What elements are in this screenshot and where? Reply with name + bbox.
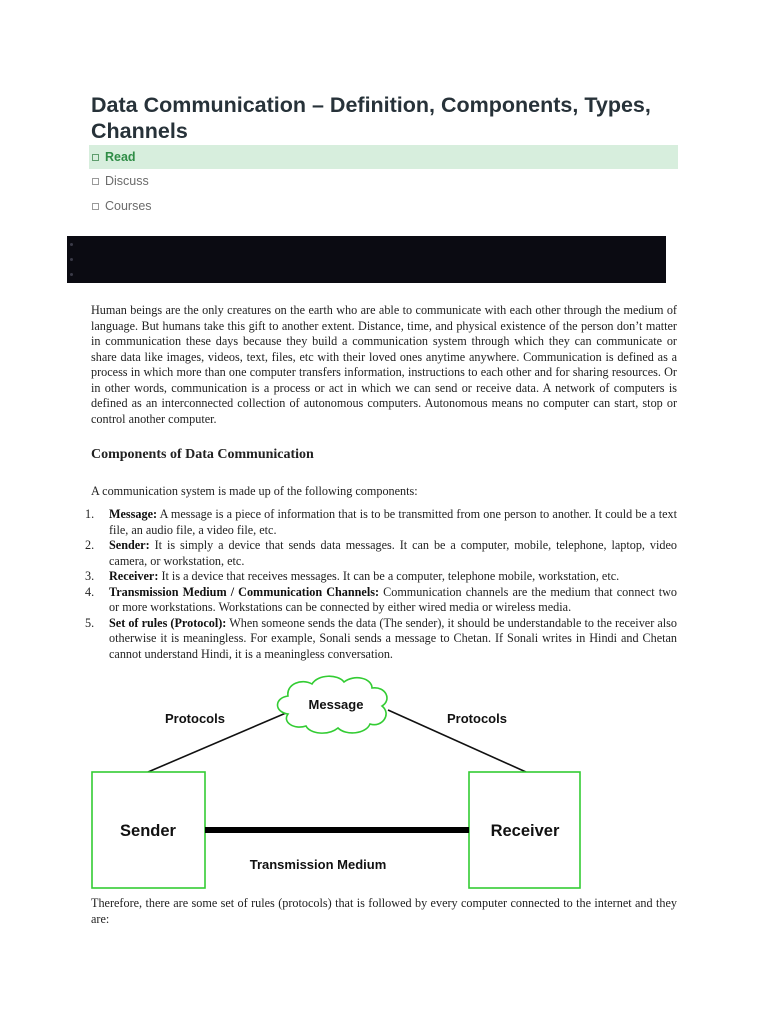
- sender-label: Sender: [120, 822, 176, 840]
- tab-read[interactable]: [89, 145, 678, 169]
- list-item: [85, 569, 677, 585]
- tab-discuss-label: Discuss: [105, 174, 149, 188]
- communication-diagram: [88, 672, 588, 894]
- list-item: [85, 507, 677, 538]
- list-term: Receiver:: [109, 569, 159, 583]
- intro-paragraph: Human beings are the only creatures on the earth who are able to communicate with each other through the medium of language. But humans take this gift to another extent. Distance, time, and physical existence of the person don’t matter in communication these days because they build a communication system through which they can communicate or share data like images, videos, text, files, etc with their loved ones anytime anywhere. Communication is defined as a process in which more than one computer transfers information, instructions to each other and for sharing resources. Or in other words, communication is a process or act in which we can send or receive data. A network of computers is defined as an interconnected collection of autonomous computers. Autonomous means no computer can start, stop or control another computer.: [91, 303, 677, 426]
- protocols-label-right: Protocols: [447, 711, 507, 726]
- list-text: It is a device that receives messages. It can be a computer, telephone mobile, workstation, etc.: [158, 569, 620, 583]
- list-number: 1.: [85, 507, 95, 521]
- list-number: 3.: [85, 569, 95, 583]
- bullet-box-icon: [92, 203, 99, 210]
- section-heading: Components of Data Communication: [91, 447, 314, 462]
- tab-discuss[interactable]: [89, 169, 678, 193]
- article-title: Data Communication – Definition, Components, Types, Channels: [91, 93, 651, 143]
- closing-paragraph: Therefore, there are some set of rules (protocols) that is followed by every computer connected to the internet and they are:: [91, 896, 677, 926]
- list-term: Set of rules (Protocol):: [109, 615, 227, 630]
- tab-read-label: Read: [105, 150, 136, 164]
- bullet-dot: [70, 243, 73, 246]
- list-text: Communication channels are the medium that connect two or more workstations. Workstations can be connected by either wired media or wireless media.: [109, 584, 677, 614]
- article-tabs: [89, 145, 678, 218]
- list-item: [85, 584, 677, 616]
- list-text: When someone sends the data (The sender), it should be understandable to the receiver also otherwise it is meaningless. For example, Sonali sends a message to Chetan. If Sonali writes in Hindi and Chetan cannot understand Hindi, it is a meaningless conversation.: [109, 615, 677, 661]
- transmission-medium-label: Transmission Medium: [249, 857, 387, 872]
- list-item: [85, 538, 677, 569]
- list-number: 4.: [85, 584, 95, 599]
- message-label: Message: [308, 697, 364, 712]
- tab-courses[interactable]: [89, 194, 678, 218]
- bullet-dot: [70, 273, 73, 276]
- list-text: A message is a piece of information that is to be transmitted from one person to another. It could be a text file, an audio file, a video file, etc.: [109, 507, 677, 537]
- list-number: 5.: [85, 615, 95, 630]
- bullet-box-icon: [92, 154, 99, 161]
- list-number: 2.: [85, 538, 95, 552]
- list-text: It is simply a device that sends data messages. It can be a computer, mobile, telephone, laptop, video camera, or workstation, etc.: [109, 538, 677, 568]
- bullet-dot: [70, 258, 73, 261]
- list-term: Message:: [109, 507, 158, 521]
- tab-courses-label: Courses: [105, 199, 152, 213]
- redacted-banner: [67, 236, 666, 283]
- protocols-label-left: Protocols: [165, 711, 225, 726]
- section-intro: A communication system is made up of the following components:: [91, 484, 418, 498]
- list-term: Sender:: [109, 538, 150, 552]
- list-item: [85, 615, 677, 663]
- components-list: [85, 507, 677, 662]
- bullet-box-icon: [92, 178, 99, 185]
- receiver-label: Receiver: [490, 822, 560, 840]
- list-term: Transmission Medium / Communication Channels:: [109, 584, 380, 599]
